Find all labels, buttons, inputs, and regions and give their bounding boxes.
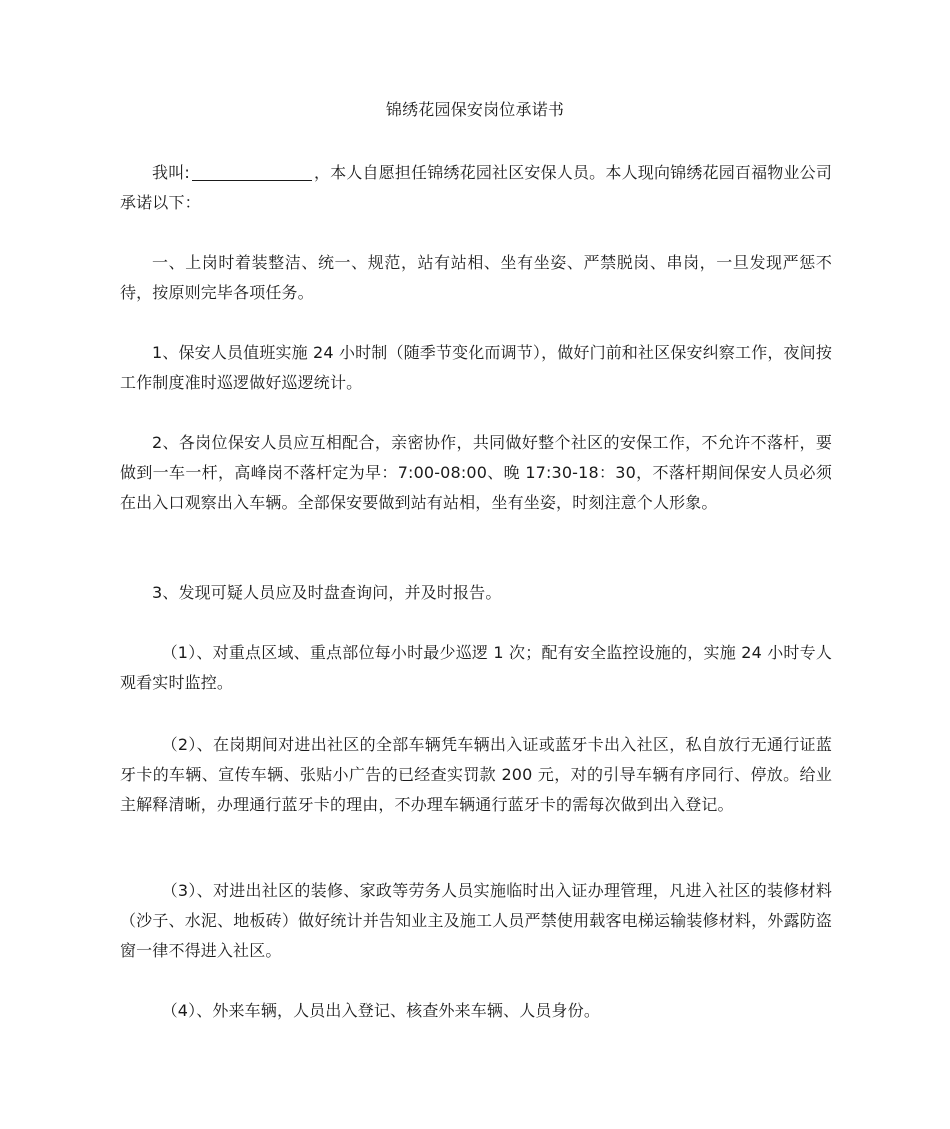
paragraph-7: （3）、对进出社区的装修、家政等劳务人员实施临时出入证办理管理，凡进入社区的装修材料（沙子、水泥、地板砖）做好统计并告知业主及施工人员严禁使用载客电梯运输装修材料，外露防盗窗一律不得进入社区。 — [120, 881, 832, 960]
intro-text-before: 我叫: — [152, 163, 190, 182]
intro-text-after: ，本人自愿担任锦绣花园社区安保人员。本人现向锦绣花园百福物业公司承诺以下： — [120, 163, 832, 212]
paragraph-6: （2）、在岗期间对进出社区的全部车辆凭车辆出入证或蓝牙卡出入社区，私自放行无通行证蓝牙卡的车辆、宣传车辆、张贴小广告的已经查实罚款 200 元，对的引导车辆有序同行、停放。给业主解释清晰，办理通行蓝牙卡的理由，不办理车辆通行蓝牙卡的需每次做到出入登记。 — [120, 735, 832, 814]
paragraph-2: 1、保安人员值班实施 24 小时制（随季节变化而调节），做好门前和社区保安纠察工作，夜间按工作制度准时巡逻做好巡逻统计。 — [120, 343, 832, 392]
name-blank-line — [192, 162, 312, 181]
paragraph-3: 2、各岗位保安人员应互相配合，亲密协作，共同做好整个社区的安保工作，不允许不落杆，要做到一车一杆，高峰岗不落杆定为早：7:00-08:00、晚 17:30-18：30，不落杆期间保安人员必须在出入口观察出入车辆。全部保安要做到站有站相，坐有坐姿，时刻注意个人形象。 — [120, 433, 832, 512]
paragraph-8: （4）、外来车辆，人员出入登记、核查外来车辆、人员身份。 — [161, 1001, 600, 1020]
document-title: 锦绣花园保安岗位承诺书 — [385, 100, 565, 119]
paragraph-5: （1）、对重点区域、重点部位每小时最少巡逻 1 次；配有安全监控设施的，实施 24 小时专人观看实时监控。 — [120, 643, 832, 692]
paragraph-4: 3、发现可疑人员应及时盘查询问，并及时报告。 — [152, 583, 502, 602]
intro-paragraph — [120, 158, 832, 218]
paragraph-1: 一、上岗时着装整洁、统一、规范，站有站相、坐有坐姿、严禁脱岗、串岗，一旦发现严惩不待，按原则完毕各项任务。 — [120, 253, 832, 302]
